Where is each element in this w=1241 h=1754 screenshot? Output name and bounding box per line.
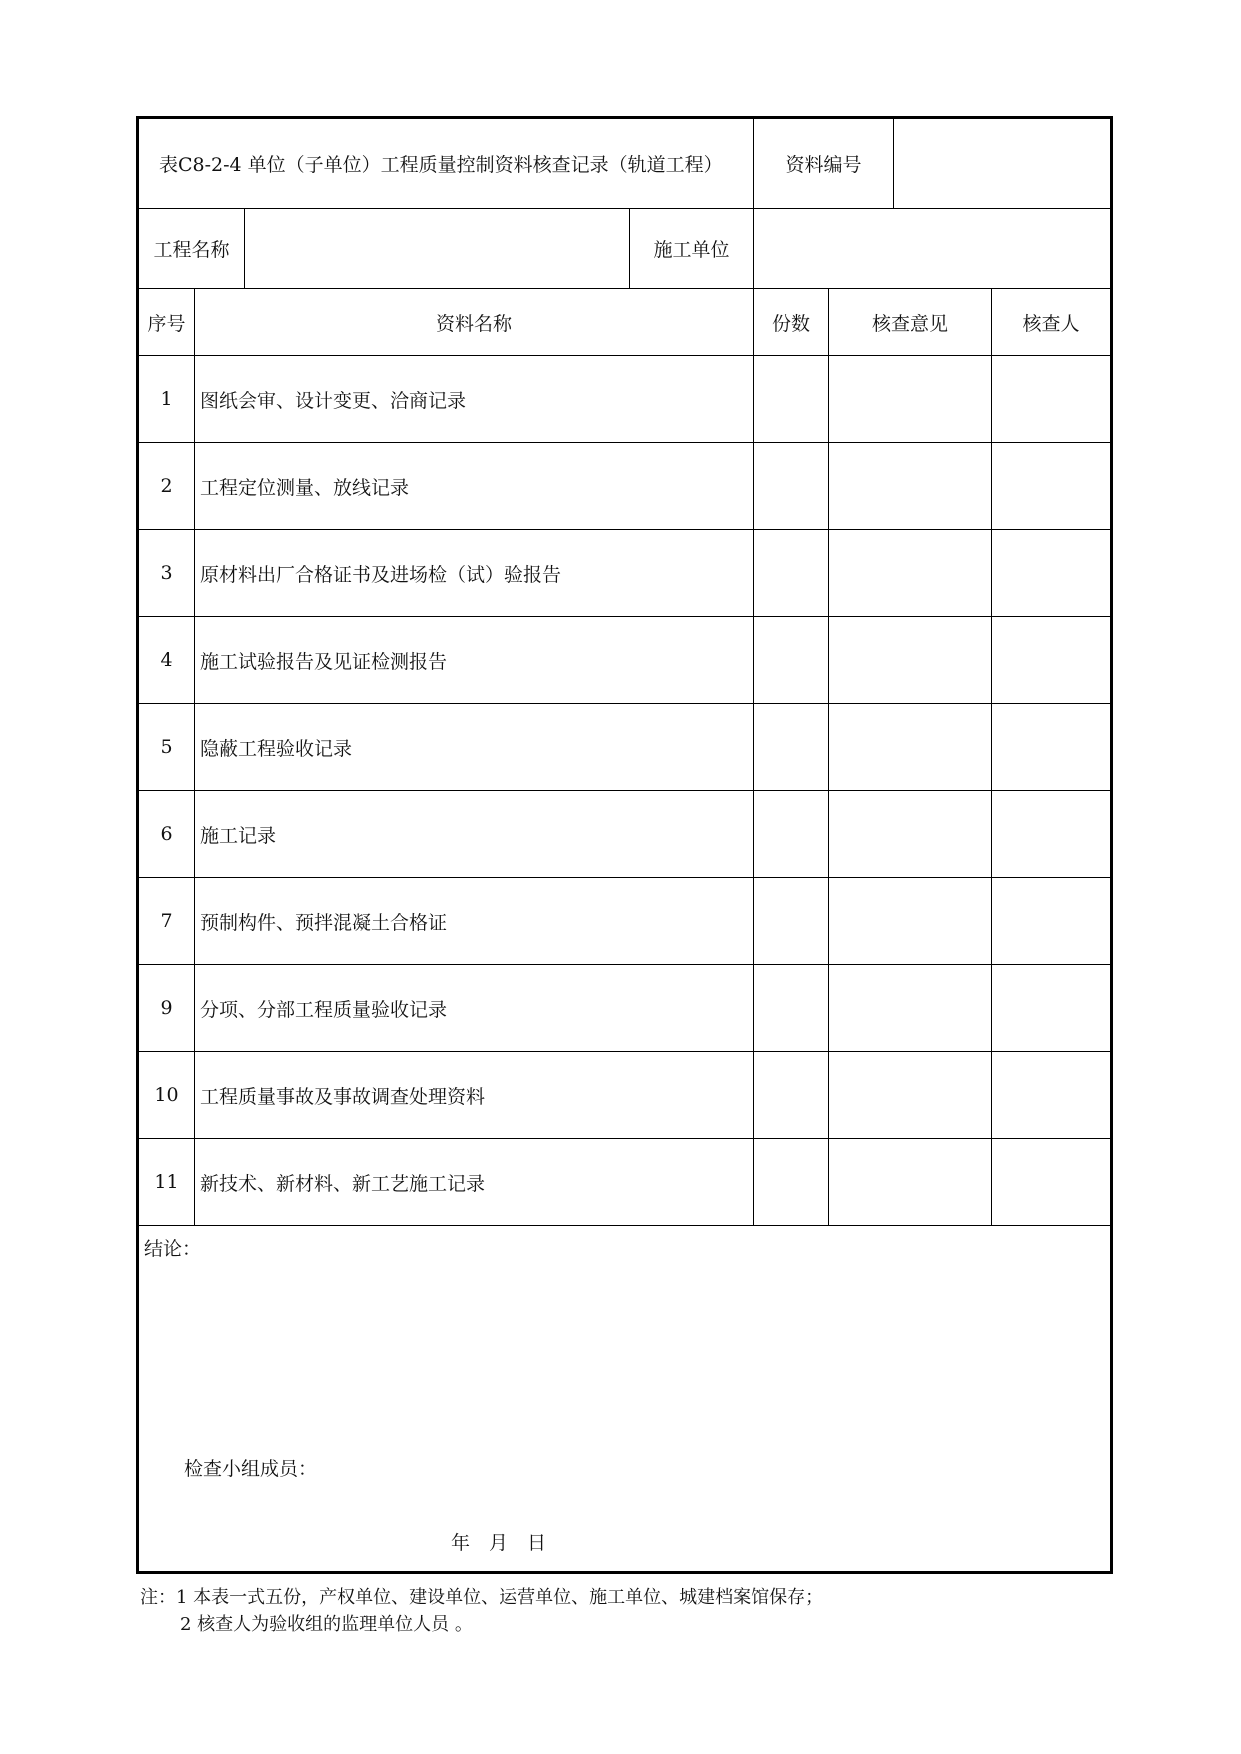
checker-cell[interactable] xyxy=(992,617,1112,704)
opinion-cell[interactable] xyxy=(829,1052,992,1139)
col-header-checker: 核查人 xyxy=(992,289,1112,356)
table-row xyxy=(138,356,1112,443)
checker-cell[interactable] xyxy=(992,1139,1112,1226)
row-name: 原材料出厂合格证书及进场检（试）验报告 xyxy=(195,530,754,617)
table-row xyxy=(138,1139,1112,1226)
row-name: 施工记录 xyxy=(195,791,754,878)
checker-cell[interactable] xyxy=(992,530,1112,617)
table-row xyxy=(138,443,1112,530)
title-row xyxy=(138,118,1112,209)
column-header-row xyxy=(138,289,1112,356)
conclusion-row xyxy=(138,1226,1112,1573)
doc-no-field[interactable] xyxy=(894,118,1112,209)
copies-cell[interactable] xyxy=(754,1139,829,1226)
conclusion-label: 结论： xyxy=(144,1238,202,1260)
checker-cell[interactable] xyxy=(992,704,1112,791)
row-name: 工程质量事故及事故调查处理资料 xyxy=(195,1052,754,1139)
checker-cell[interactable] xyxy=(992,965,1112,1052)
project-name-label: 工程名称 xyxy=(138,209,245,289)
quality-control-check-form xyxy=(136,116,1113,1574)
row-no: 5 xyxy=(138,704,195,791)
footnotes xyxy=(140,1584,823,1638)
contractor-field[interactable] xyxy=(754,209,1112,289)
row-no: 10 xyxy=(138,1052,195,1139)
table-row xyxy=(138,1052,1112,1139)
project-row xyxy=(138,209,1112,289)
form-title: 表C8-2-4 单位（子单位）工程质量控制资料核查记录（轨道工程） xyxy=(138,118,754,209)
checker-cell[interactable] xyxy=(992,791,1112,878)
opinion-cell[interactable] xyxy=(829,356,992,443)
col-header-opinion: 核查意见 xyxy=(829,289,992,356)
table-row xyxy=(138,965,1112,1052)
copies-cell[interactable] xyxy=(754,530,829,617)
table-row xyxy=(138,617,1112,704)
row-name: 图纸会审、设计变更、洽商记录 xyxy=(195,356,754,443)
row-name: 新技术、新材料、新工艺施工记录 xyxy=(195,1139,754,1226)
checker-cell[interactable] xyxy=(992,878,1112,965)
note-line-1: 注：1 本表一式五份，产权单位、建设单位、运营单位、施工单位、城建档案馆保存； xyxy=(140,1587,824,1608)
row-no: 11 xyxy=(138,1139,195,1226)
copies-cell[interactable] xyxy=(754,356,829,443)
row-no: 7 xyxy=(138,878,195,965)
row-no: 4 xyxy=(138,617,195,704)
opinion-cell[interactable] xyxy=(829,965,992,1052)
opinion-cell[interactable] xyxy=(829,878,992,965)
table-row xyxy=(138,791,1112,878)
row-no: 3 xyxy=(138,530,195,617)
copies-cell[interactable] xyxy=(754,791,829,878)
table-row xyxy=(138,530,1112,617)
table-row xyxy=(138,704,1112,791)
row-name: 分项、分部工程质量验收记录 xyxy=(195,965,754,1052)
row-name: 施工试验报告及见证检测报告 xyxy=(195,617,754,704)
opinion-cell[interactable] xyxy=(829,791,992,878)
contractor-label: 施工单位 xyxy=(630,209,754,289)
copies-cell[interactable] xyxy=(754,965,829,1052)
col-header-copies: 份数 xyxy=(754,289,829,356)
row-no: 9 xyxy=(138,965,195,1052)
row-name: 隐蔽工程验收记录 xyxy=(195,704,754,791)
col-header-no: 序号 xyxy=(138,289,195,356)
note-line-2: 2 核查人为验收组的监理单位人员 。 xyxy=(180,1614,473,1635)
checker-cell[interactable] xyxy=(992,443,1112,530)
inspection-members-label: 检查小组成员： xyxy=(184,1458,318,1480)
project-name-field[interactable] xyxy=(245,209,630,289)
table-row xyxy=(138,878,1112,965)
row-no: 1 xyxy=(138,356,195,443)
date-label: 年 月 日 xyxy=(451,1532,547,1554)
copies-cell[interactable] xyxy=(754,443,829,530)
opinion-cell[interactable] xyxy=(829,443,992,530)
opinion-cell[interactable] xyxy=(829,617,992,704)
copies-cell[interactable] xyxy=(754,704,829,791)
copies-cell[interactable] xyxy=(754,1052,829,1139)
opinion-cell[interactable] xyxy=(829,530,992,617)
copies-cell[interactable] xyxy=(754,878,829,965)
conclusion-area[interactable] xyxy=(138,1226,1112,1573)
opinion-cell[interactable] xyxy=(829,704,992,791)
copies-cell[interactable] xyxy=(754,617,829,704)
row-no: 6 xyxy=(138,791,195,878)
col-header-name: 资料名称 xyxy=(195,289,754,356)
row-no: 2 xyxy=(138,443,195,530)
row-name: 工程定位测量、放线记录 xyxy=(195,443,754,530)
doc-no-label: 资料编号 xyxy=(754,118,894,209)
row-name: 预制构件、预拌混凝土合格证 xyxy=(195,878,754,965)
checker-cell[interactable] xyxy=(992,356,1112,443)
opinion-cell[interactable] xyxy=(829,1139,992,1226)
checker-cell[interactable] xyxy=(992,1052,1112,1139)
